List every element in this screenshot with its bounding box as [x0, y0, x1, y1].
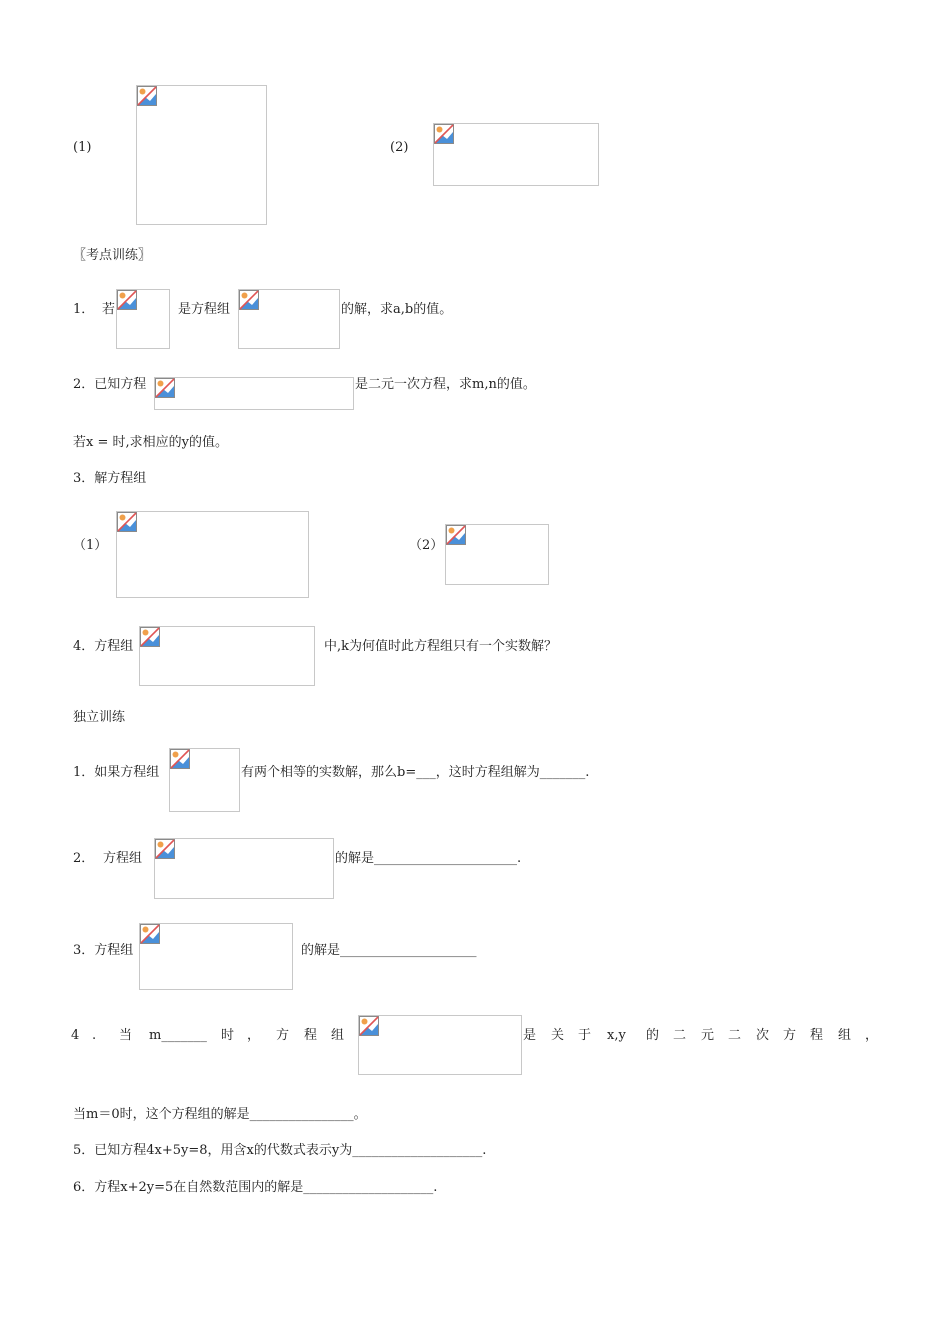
label-1: (1)	[73, 140, 92, 155]
d4-token: 时	[221, 1028, 235, 1043]
d4-token: 方	[276, 1028, 290, 1043]
image-placeholder	[169, 748, 240, 812]
q4-text-a: 4．方程组	[73, 639, 134, 654]
d4-token: ，	[247, 1028, 261, 1043]
d4-token: 元	[701, 1028, 715, 1043]
d2-text-a: 方程组	[103, 851, 143, 866]
q3-title: 3．解方程组	[73, 471, 147, 486]
image-placeholder	[139, 923, 293, 990]
d5-text: 5．已知方程4x+5y=8，用含x的代数式表示y为____________________.	[73, 1143, 487, 1158]
q3-label-1: （1）	[73, 538, 108, 553]
broken-image-icon	[117, 512, 137, 532]
broken-image-icon	[155, 839, 175, 859]
d4-token: 次	[756, 1028, 770, 1043]
d4-token: 于	[578, 1028, 592, 1043]
d4-token: 程	[810, 1028, 824, 1043]
image-placeholder	[116, 289, 170, 349]
q1-num: 1．	[73, 302, 95, 317]
label-2: (2)	[390, 140, 409, 155]
d4-token: 组	[331, 1028, 345, 1043]
d1-text-a: 1．如果方程组	[73, 765, 160, 780]
broken-image-icon	[239, 290, 259, 310]
d4-token: x,y	[607, 1028, 626, 1043]
broken-image-icon	[137, 86, 157, 106]
q1-text-b: 是方程组	[178, 302, 231, 317]
q2-text-a: 2．已知方程	[73, 377, 147, 392]
broken-image-icon	[359, 1016, 379, 1036]
d3-text-b: 的解是_____________________	[301, 943, 477, 958]
d4-token: 的	[646, 1028, 660, 1043]
d2-text-b: 的解是______________________.	[335, 851, 522, 866]
image-placeholder	[139, 626, 315, 686]
image-placeholder	[433, 123, 599, 186]
d4-token: 程	[304, 1028, 318, 1043]
broken-image-icon	[170, 749, 190, 769]
broken-image-icon	[140, 924, 160, 944]
image-placeholder	[445, 524, 549, 585]
d2-num: 2．	[73, 851, 95, 866]
broken-image-icon	[117, 290, 137, 310]
q2-text-b: 是二元一次方程，求m,n的值。	[355, 377, 536, 392]
q1-text-c: 的解，求a,b的值。	[341, 302, 453, 317]
d4-token: ，	[865, 1028, 879, 1043]
image-placeholder	[154, 377, 354, 410]
d4-token: m_______	[149, 1028, 207, 1043]
image-placeholder	[116, 511, 309, 598]
d4-token: 组	[838, 1028, 852, 1043]
q4-text-b: 中,k为何值时此方程组只有一个实数解？	[324, 639, 558, 654]
image-placeholder	[358, 1015, 522, 1075]
image-placeholder	[154, 838, 334, 899]
d3-text-a: 3．方程组	[73, 943, 134, 958]
d4-token: 4	[71, 1028, 80, 1043]
d4-token: 关	[551, 1028, 565, 1043]
d4-token: 二	[728, 1028, 742, 1043]
d4-token: 当	[119, 1028, 133, 1043]
d4-token: 是	[523, 1028, 537, 1043]
q3-label-2: （2）	[409, 538, 444, 553]
section-heading-duli: 独立训练	[73, 710, 126, 725]
broken-image-icon	[434, 124, 454, 144]
d4-line2: 当m＝0时，这个方程组的解是________________。	[73, 1107, 367, 1122]
d4-token: 方	[783, 1028, 797, 1043]
q2-text-c: 若x = 时,求相应的y的值。	[73, 435, 228, 450]
d1-text-b: 有两个相等的实数解，那么b=___，这时方程组解为_______.	[241, 765, 590, 780]
d6-text: 6．方程x+2y=5在自然数范围内的解是____________________.	[73, 1180, 438, 1195]
broken-image-icon	[140, 627, 160, 647]
d4-token: 二	[673, 1028, 687, 1043]
broken-image-icon	[446, 525, 466, 545]
image-placeholder	[136, 85, 267, 225]
image-placeholder	[238, 289, 340, 349]
broken-image-icon	[155, 378, 175, 398]
q1-text-a: 若	[102, 302, 116, 317]
section-heading-kaodian: 〖考点训练〗	[73, 248, 152, 263]
d4-token: .	[92, 1028, 97, 1043]
